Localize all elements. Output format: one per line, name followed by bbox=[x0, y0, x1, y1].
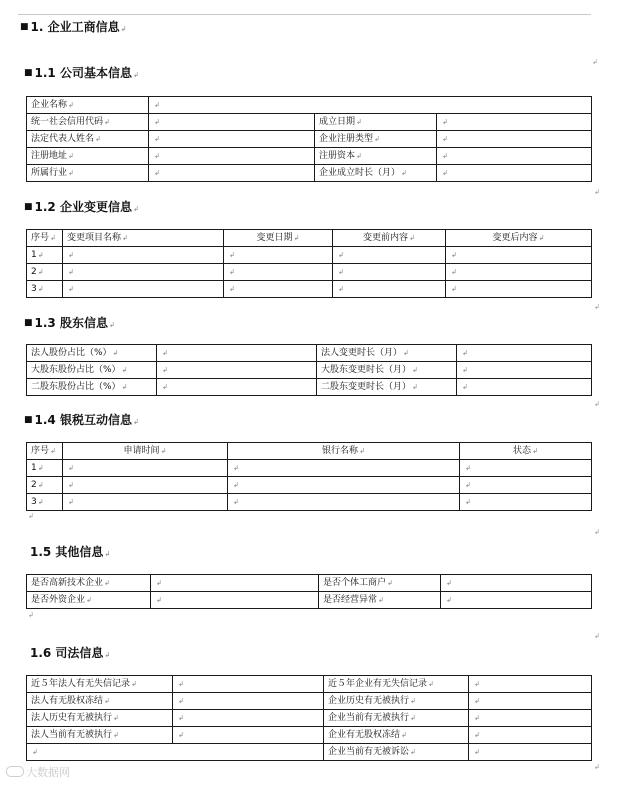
field-value: ↲ bbox=[173, 710, 324, 727]
table-row bbox=[27, 345, 592, 362]
field-label: 法人股份占比（%）↲ bbox=[27, 345, 157, 362]
table-cell: ↲ bbox=[224, 264, 333, 281]
table-row bbox=[27, 97, 592, 114]
field-label: 大股东变更时长（月）↲ bbox=[317, 362, 457, 379]
watermark-logo-icon bbox=[6, 766, 24, 777]
field-label: 注册资本↲ bbox=[315, 148, 437, 165]
column-header: 变更日期↲ bbox=[224, 230, 333, 247]
field-value: ↲ bbox=[437, 148, 592, 165]
field-value: ↲ bbox=[441, 575, 592, 592]
paragraph-mark-icon: ↲ bbox=[120, 25, 127, 33]
field-value: ↲ bbox=[149, 148, 315, 165]
field-label: 企业历史有无被执行↲ bbox=[324, 693, 469, 710]
bullet-icon: ■ bbox=[24, 202, 33, 212]
field-label: 法人历史有无被执行↲ bbox=[27, 710, 173, 727]
field-label: 注册地址↲ bbox=[27, 148, 149, 165]
paragraph-mark-icon: ↲ bbox=[594, 400, 600, 408]
field-label: 是否个体工商户↲ bbox=[319, 575, 441, 592]
paragraph-mark-icon: ↲ bbox=[594, 632, 600, 640]
field-value: ↲ bbox=[157, 345, 317, 362]
field-label: 法人当前有无被执行↲ bbox=[27, 727, 173, 744]
shareholder-table bbox=[26, 344, 592, 396]
field-value: ↲ bbox=[157, 362, 317, 379]
field-value: ↲ bbox=[457, 379, 592, 396]
table-cell: ↲ bbox=[63, 264, 224, 281]
company-change-table bbox=[26, 229, 592, 298]
table-row bbox=[27, 477, 592, 494]
field-value: ↲ bbox=[149, 97, 592, 114]
table-row bbox=[27, 710, 592, 727]
table-cell: ↲ bbox=[333, 281, 446, 298]
table-cell: ↲ bbox=[460, 460, 592, 477]
table-cell: 3↲ bbox=[27, 494, 63, 511]
table-cell: 3↲ bbox=[27, 281, 63, 298]
table-cell: 2↲ bbox=[27, 264, 63, 281]
paragraph-mark-icon: ↲ bbox=[594, 188, 600, 196]
field-value: ↲ bbox=[149, 165, 315, 182]
heading-1-2 bbox=[24, 200, 139, 216]
field-label: 企业当前有无被诉讼↲ bbox=[324, 744, 469, 761]
field-value: ↲ bbox=[457, 362, 592, 379]
table-header-row bbox=[27, 443, 592, 460]
field-value: ↲ bbox=[469, 710, 592, 727]
column-header: 申请时间↲ bbox=[63, 443, 228, 460]
bullet-icon: ■ bbox=[24, 318, 33, 328]
table-row bbox=[27, 148, 592, 165]
field-value: ↲ bbox=[441, 592, 592, 609]
field-value: ↲ bbox=[457, 345, 592, 362]
paragraph-mark-icon: ↲ bbox=[28, 611, 34, 619]
table-cell: ↲ bbox=[228, 494, 460, 511]
table-row bbox=[27, 379, 592, 396]
table-cell: 1↲ bbox=[27, 247, 63, 264]
table-cell: 1↲ bbox=[27, 460, 63, 477]
paragraph-mark-icon: ↲ bbox=[594, 528, 600, 536]
heading-1-5 bbox=[30, 545, 110, 561]
column-header: 银行名称↲ bbox=[228, 443, 460, 460]
judicial-info-table bbox=[26, 675, 592, 761]
heading-1-6 bbox=[30, 646, 110, 662]
title-text: 1. 企业工商信息 bbox=[30, 20, 120, 34]
field-label: 企业成立时长（月）↲ bbox=[315, 165, 437, 182]
table-row bbox=[27, 247, 592, 264]
heading-text: 1.5 其他信息 bbox=[30, 545, 104, 559]
table-row bbox=[27, 362, 592, 379]
paragraph-mark-icon: ↲ bbox=[132, 418, 139, 426]
field-label: 是否经营异常↲ bbox=[319, 592, 441, 609]
heading-text: 1.6 司法信息 bbox=[30, 646, 104, 660]
field-label: 近５年企业有无失信记录↲ bbox=[324, 676, 469, 693]
table-cell: ↲ bbox=[224, 247, 333, 264]
paragraph-mark-icon: ↲ bbox=[132, 71, 139, 79]
paragraph-mark-icon: ↲ bbox=[104, 550, 111, 558]
bullet-icon: ■ bbox=[20, 22, 29, 32]
field-value: ↲ bbox=[469, 676, 592, 693]
field-label: 企业名称↲ bbox=[27, 97, 149, 114]
field-label: 法定代表人姓名↲ bbox=[27, 131, 149, 148]
heading-text: 1.3 股东信息 bbox=[34, 316, 108, 330]
table-row bbox=[27, 114, 592, 131]
table-cell: ↲ bbox=[460, 494, 592, 511]
field-label: 所属行业↲ bbox=[27, 165, 149, 182]
field-value: ↲ bbox=[149, 114, 315, 131]
field-label: 是否高新技术企业↲ bbox=[27, 575, 151, 592]
heading-text: 1.4 银税互动信息 bbox=[34, 413, 132, 427]
table-cell: ↲ bbox=[446, 264, 592, 281]
column-header: 变更项目名称↲ bbox=[63, 230, 224, 247]
field-label: 企业有无股权冻结↲ bbox=[324, 727, 469, 744]
heading-1-3 bbox=[24, 316, 115, 332]
table-cell: ↲ bbox=[63, 494, 228, 511]
field-label: 大股东股份占比（%）↲ bbox=[27, 362, 157, 379]
watermark: 大数据网 bbox=[6, 764, 70, 780]
table-cell: ↲ bbox=[460, 477, 592, 494]
table-cell: ↲ bbox=[228, 477, 460, 494]
table-cell: 2↲ bbox=[27, 477, 63, 494]
paragraph-mark-icon: ↲ bbox=[132, 205, 139, 213]
field-label: 是否外资企业↲ bbox=[27, 592, 151, 609]
table-cell: ↲ bbox=[224, 281, 333, 298]
table-row bbox=[27, 131, 592, 148]
column-header: 序号↲ bbox=[27, 230, 63, 247]
field-label: 企业注册类型↲ bbox=[315, 131, 437, 148]
company-basic-info-table bbox=[26, 96, 592, 182]
heading-text: 1.2 企业变更信息 bbox=[34, 200, 132, 214]
table-row bbox=[27, 575, 592, 592]
table-cell: ↲ bbox=[228, 460, 460, 477]
field-value: ↲ bbox=[437, 165, 592, 182]
field-value: ↲ bbox=[157, 379, 317, 396]
field-value: ↲ bbox=[173, 676, 324, 693]
field-value: ↲ bbox=[151, 575, 319, 592]
table-row bbox=[27, 165, 592, 182]
bank-tax-interaction-table bbox=[26, 442, 592, 511]
field-value: ↲ bbox=[151, 592, 319, 609]
field-value: ↲ bbox=[173, 727, 324, 744]
paragraph-mark-icon: ↲ bbox=[594, 303, 600, 311]
field-label: 二股东变更时长（月）↲ bbox=[317, 379, 457, 396]
section-title bbox=[20, 20, 126, 36]
table-cell: ↲ bbox=[333, 264, 446, 281]
field-value: ↲ bbox=[27, 744, 324, 761]
table-row bbox=[27, 727, 592, 744]
bullet-icon: ■ bbox=[24, 415, 33, 425]
other-info-table bbox=[26, 574, 592, 609]
table-row bbox=[27, 744, 592, 761]
column-header: 状态↲ bbox=[460, 443, 592, 460]
table-cell: ↲ bbox=[63, 281, 224, 298]
heading-1-4 bbox=[24, 413, 139, 429]
field-label: 法人变更时长（月）↲ bbox=[317, 345, 457, 362]
paragraph-mark-icon: ↲ bbox=[104, 651, 111, 659]
table-cell: ↲ bbox=[63, 247, 224, 264]
field-label: 统一社会信用代码↲ bbox=[27, 114, 149, 131]
table-row bbox=[27, 592, 592, 609]
field-value: ↲ bbox=[437, 114, 592, 131]
field-label: 企业当前有无被执行↲ bbox=[324, 710, 469, 727]
paragraph-mark-icon: ↲ bbox=[592, 58, 598, 66]
table-row bbox=[27, 281, 592, 298]
table-row bbox=[27, 460, 592, 477]
table-row bbox=[27, 494, 592, 511]
field-value: ↲ bbox=[469, 744, 592, 761]
table-cell: ↲ bbox=[63, 460, 228, 477]
field-label: 近５年法人有无失信记录↲ bbox=[27, 676, 173, 693]
table-row bbox=[27, 676, 592, 693]
table-row bbox=[27, 693, 592, 710]
table-cell: ↲ bbox=[333, 247, 446, 264]
field-value: ↲ bbox=[437, 131, 592, 148]
field-value: ↲ bbox=[149, 131, 315, 148]
heading-1-1 bbox=[24, 66, 139, 82]
page-top-rule bbox=[18, 14, 591, 15]
field-value: ↲ bbox=[173, 693, 324, 710]
column-header: 序号↲ bbox=[27, 443, 63, 460]
field-label: 成立日期↲ bbox=[315, 114, 437, 131]
column-header: 变更后内容↲ bbox=[446, 230, 592, 247]
table-cell: ↲ bbox=[63, 477, 228, 494]
table-header-row bbox=[27, 230, 592, 247]
field-value: ↲ bbox=[469, 693, 592, 710]
field-label: 法人有无股权冻结↲ bbox=[27, 693, 173, 710]
paragraph-mark-icon: ↲ bbox=[28, 512, 34, 520]
bullet-icon: ■ bbox=[24, 68, 33, 78]
table-cell: ↲ bbox=[446, 247, 592, 264]
column-header: 变更前内容↲ bbox=[333, 230, 446, 247]
table-cell: ↲ bbox=[446, 281, 592, 298]
paragraph-mark-icon: ↲ bbox=[594, 763, 600, 771]
field-value: ↲ bbox=[469, 727, 592, 744]
table-row bbox=[27, 264, 592, 281]
field-label: 二股东股份占比（%）↲ bbox=[27, 379, 157, 396]
paragraph-mark-icon: ↲ bbox=[108, 321, 115, 329]
heading-text: 1.1 公司基本信息 bbox=[34, 66, 132, 80]
